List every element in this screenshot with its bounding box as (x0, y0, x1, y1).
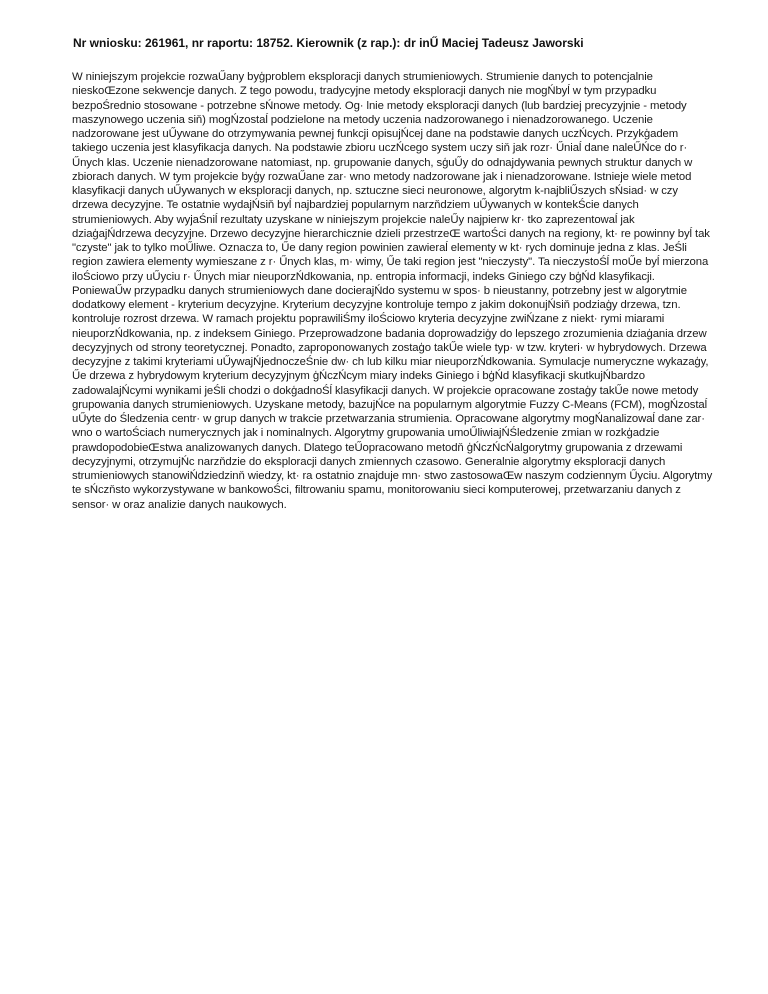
report-header: Nr wniosku: 261961, nr raportu: 18752. Kierownik (z rap.): dr inŰ Maciej Tadeusz Jaworski (73, 36, 584, 50)
project-summary-paragraph: W niniejszym projekcie rozwaŰany byģproblem eksploracji danych strumieniowych. Strumienie danych to potencjalnie nieskoŒzone sekwencje danych. Z tego powodu, tradycyjne metody eksploracji danych nie mogŃbyĺ w tym przypadku bezpoŚrednio stosowane - potrzebne sŃnowe metody. Og· lnie metody eksploracji danych (lub bardziej precyzyjnie - metody maszynowego uczenia siň) mogŃzostaĺ podzielone na metody uczenia nadzorowanego i nienadzorowanego. Uczenie nadzorowane jest uŰywane do otrzymywania pewnej funkcji opisujŃcej dane na podstawie danych uczŃcych. Przykģadem takiego uczenia jest klasyfikacja danych. Na podstawie zbioru uczŃcego system uczy siň jak rozr· Űniaĺ dane naleŰŃce do r· Űnych klas. Uczenie nienadzorowane natomiast, np. grupowanie danych, sģuŰy do odnajdywania pewnych struktur danych w zbiorach danych. W tym projekcie byģy rozwaŰane zar· wno metody nadzorowane jak i nienadzorowane. Istnieje wiele metod klasyfikacji danych uŰywanych w eksploracji danych, np. sztuczne sieci neuronowe, algorytm k-najbliŰszych sŃsiad· w czy drzewa decyzyjne. Te ostatnie wydajŃsiň byĺ najbardziej popularnym narzňdziem uŰywanych w kontekŚcie danych strumieniowych. Aby wyjaŚniĺ rezultaty uzyskane w niniejszym projekcie naleŰy najpierw kr· tko zaprezentowaĺ jak dziaģajŃdrzewa decyzyjne. Drzewo decyzyjne hierarchicznie dzieli przestrzeŒ wartoŚci danych na regiony, kt· re powinny byĺ tak "czyste" jak to tylko moŰliwe. Oznacza to, Űe dany region powinien zawieraĺ elementy w kt· rych dominuje jedna z klas. JeŚli region zawiera elementy wymieszane z r· Űnych klas, m· wimy, Űe taki region jest "nieczysty". Ta nieczystoŚĺ moŰe byĺ mierzona iloŚciowo przy uŰyciu r· Űnych miar nieuporzŃdkowania, np. entropia informacji, indeks Giniego czy bģŃd klasyfikacji. PoniewaŰw przypadku danych strumieniowych dane docierajŃdo systemu w spos· b nieustanny, potrzebny jest w algorytmie dodatkowy element - kryterium decyzyjne. Kryterium decyzyjne kontroluje tempo z jakim dokonujŃsiň podziaģy drzewa, tzn. kontroluje rozrost drzewa. W ramach projektu poprawiliŚmy iloŚciowo kryteria decyzyjne zwiŃzane z niekt· rymi miarami nieuporzŃdkowania, np. z indeksem Giniego. Przeprowadzone badania doprowadziģy do lepszego zrozumienia dziaģania drzew decyzyjnych od strony teoretycznej. Ponadto, zaproponowanych zostaģo takŰe wiele typ· w tzw. kryteri· w hybrydowych. Drzewa decyzyjne z takimi kryteriami uŰywajŃjednoczeŚnie dw· ch lub kilku miar nieuporzŃdkowania. Symulacje numeryczne wykazaģy, Űe drzewa z hybrydowym kryterium decyzyjnym ģŃczŃcym miary indeks Giniego i bģŃd klasyfikacji skutkujŃbardzo zadowalajŃcymi wynikami jeŚli chodzi o dokģadnoŚĺ klasyfikacji danych. W projekcie opracowane zostaģy takŰe nowe metody grupowania danych strumieniowych. Uzyskane metody, bazujŃce na popularnym algorytmie Fuzzy C-Means (FCM), mogŃzostaĺ uŰyte do Śledzenia centr· w grup danych w trakcie przetwarzania strumienia. Opracowane algorytmy mogŃanalizowaĺ dane zar· wno o wartoŚciach numerycznych jak i nominalnych. Algorytmy grupowania umoŰliwiajŃŚledzenie zmian w rozkģadzie prawdopodobieŒstwa analizowanych danych. Dlatego teŰopracowano metodň ģŃczŃcŃalgorytmy grupowania z drzewami decyzyjnymi, otrzymujŃc narzňdzie do eksploracji danych zmiennych czasowo. Generalnie algorytmy eksploracji danych strumieniowych stanowiŃdziedzinň wiedzy, kt· ra ostatnio znajduje mn· stwo zastosowaŒw naszym codziennym Űyciu. Algorytmy te sŃczňsto wykorzystywane w bankowoŚci, filtrowaniu spamu, monitorowaniu sieci komputerowej, przetwarzaniu danych z sensor· w oraz analizie danych naukowych. (72, 71, 713, 511)
